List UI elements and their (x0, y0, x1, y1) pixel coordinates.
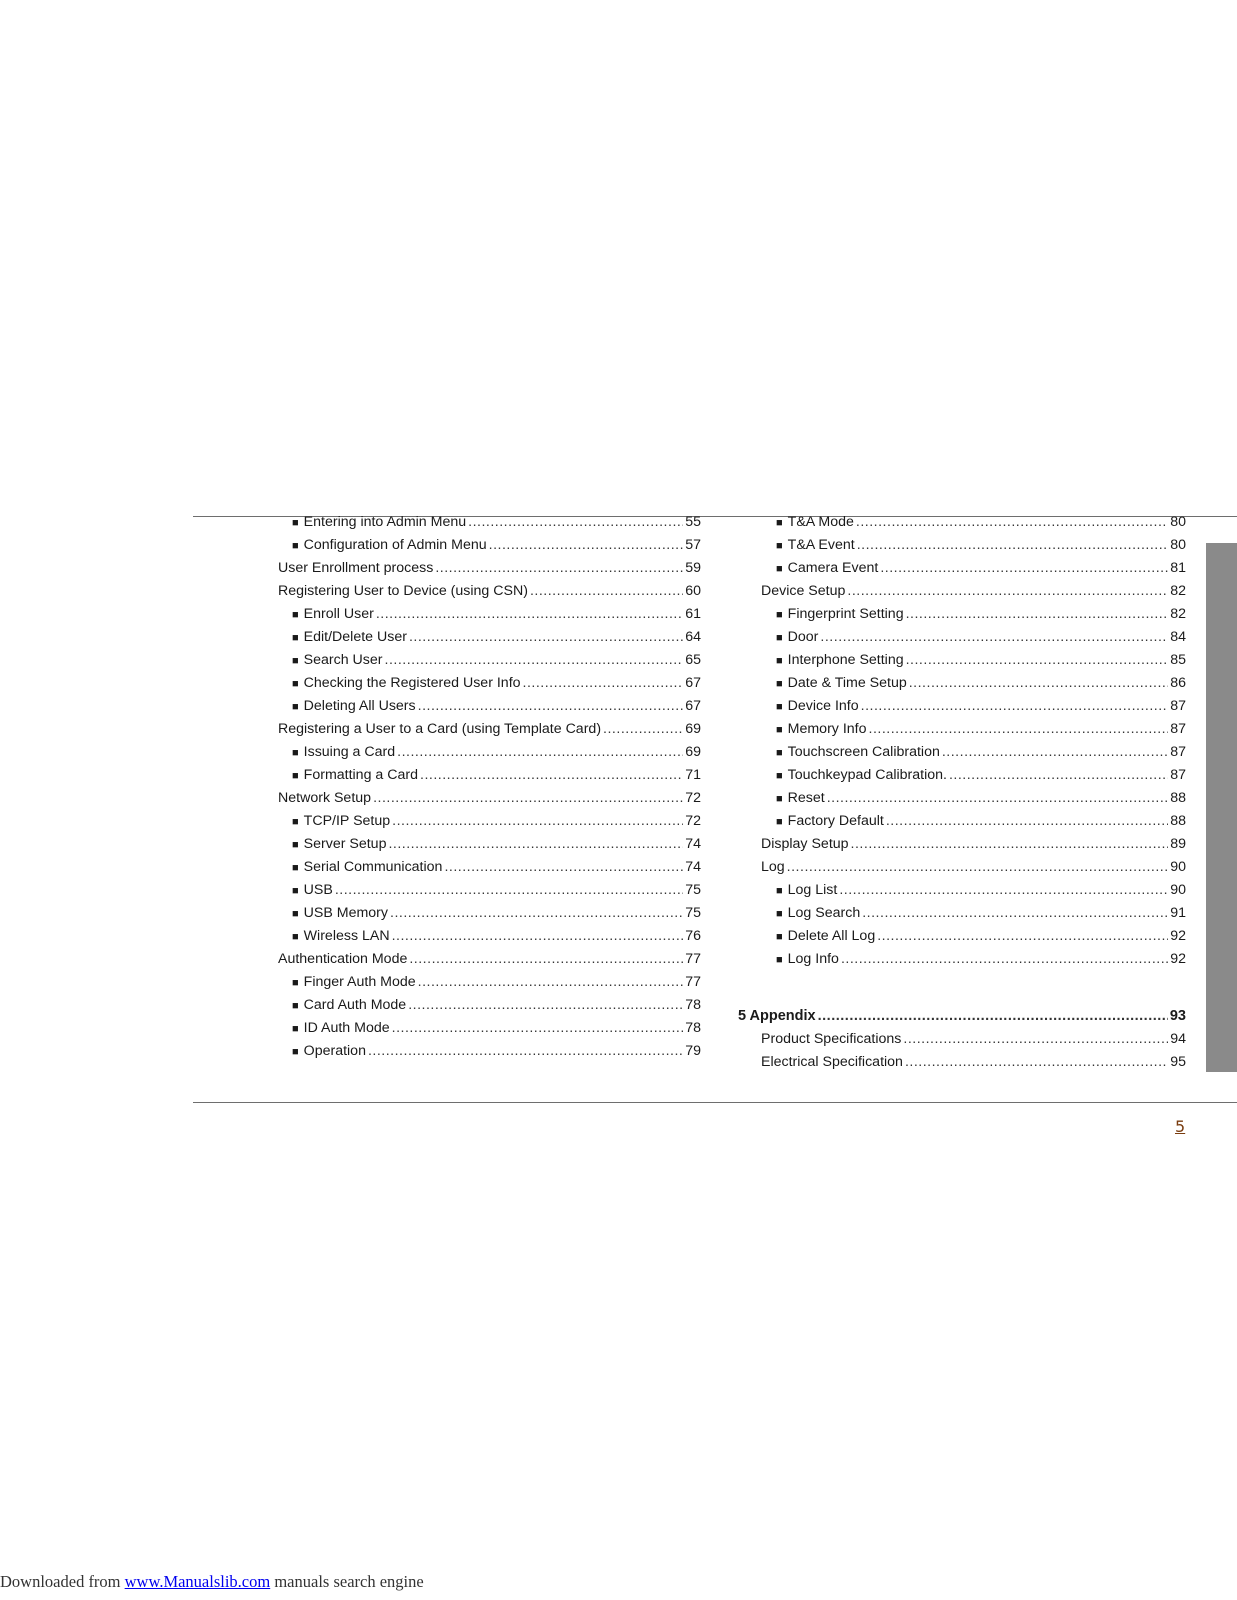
toc-entry-page: 64 (685, 629, 701, 645)
toc-entry-page: 75 (685, 905, 701, 921)
toc-entry[interactable] (278, 767, 701, 790)
bullet-icon: ■ (292, 862, 299, 874)
dot-leader (877, 928, 1168, 944)
bullet-icon: ■ (292, 770, 299, 782)
bullet-icon: ■ (776, 609, 783, 621)
dot-leader (376, 606, 683, 622)
dot-leader (409, 951, 683, 967)
toc-entry-title: Registering User to Device (using CSN) (278, 583, 528, 599)
toc-entry[interactable] (738, 836, 1186, 859)
toc-entry-page: 87 (1170, 767, 1186, 783)
bullet-icon: ■ (292, 977, 299, 989)
dot-leader (420, 767, 683, 783)
toc-entry[interactable] (278, 974, 701, 997)
toc-entry-title: T&A Event (787, 537, 855, 553)
toc-entry[interactable] (278, 744, 701, 767)
toc-entry[interactable] (738, 514, 1186, 537)
bullet-icon: ■ (776, 517, 783, 529)
toc-entry-title: Enroll User (303, 606, 374, 622)
toc-entry[interactable] (278, 951, 701, 974)
dot-leader (385, 652, 684, 668)
toc-entry-page: 94 (1170, 1031, 1186, 1047)
toc-entry-title: Entering into Admin Menu (303, 514, 467, 530)
toc-entry-page: 95 (1170, 1054, 1186, 1070)
dot-leader (906, 652, 1169, 668)
dot-leader (392, 813, 683, 829)
toc-entry-title: Registering a User to a Card (using Template Card) (278, 721, 602, 737)
toc-entry[interactable] (278, 698, 701, 721)
toc-entry[interactable] (278, 721, 701, 744)
toc-entry[interactable] (738, 606, 1186, 629)
dot-leader (408, 997, 683, 1013)
toc-entry-title: TCP/IP Setup (303, 813, 391, 829)
bullet-icon: ■ (292, 701, 299, 713)
toc-entry[interactable] (278, 928, 701, 951)
dot-leader (839, 882, 1168, 898)
dot-leader (905, 1054, 1168, 1070)
toc-entry-title: Log List (787, 882, 838, 898)
toc-entry-page: 72 (685, 813, 701, 829)
toc-entry-title: Log Search (787, 905, 861, 921)
dot-leader (942, 744, 1168, 760)
toc-entry-title: Authentication Mode (278, 951, 408, 967)
dot-leader (468, 514, 683, 530)
dot-leader (418, 974, 684, 990)
toc-entry-title: Log (761, 859, 785, 875)
bullet-icon: ■ (776, 954, 783, 966)
toc-entry-title: Touchkeypad Calibration. (787, 767, 947, 783)
dot-leader (335, 882, 683, 898)
bullet-icon: ■ (776, 747, 783, 759)
toc-entry-title: Finger Auth Mode (303, 974, 416, 990)
toc-entry-page: 85 (1170, 652, 1186, 668)
toc-entry-title: Formatting a Card (303, 767, 418, 783)
toc-entry[interactable] (278, 606, 701, 629)
toc-entry[interactable] (278, 882, 701, 905)
toc-entry-title: Touchscreen Calibration (787, 744, 940, 760)
bullet-icon: ■ (776, 908, 783, 920)
toc-entry-page: 78 (685, 1020, 701, 1036)
toc-entry-page: 80 (1170, 514, 1186, 530)
toc-entry-title: Issuing a Card (303, 744, 396, 760)
toc-entry[interactable] (738, 744, 1186, 767)
toc-entry-page: 93 (1169, 1008, 1186, 1024)
dot-leader (903, 1031, 1168, 1047)
toc-entry-page: 67 (685, 698, 701, 714)
dot-leader (390, 905, 683, 921)
toc-entry-page: 76 (685, 928, 701, 944)
toc-entry-page: 86 (1170, 675, 1186, 691)
bullet-icon: ■ (292, 839, 299, 851)
toc-entry-page: 82 (1170, 583, 1186, 599)
dot-leader (851, 836, 1169, 852)
toc-entry-title: Camera Event (787, 560, 879, 576)
toc-entry-title: Delete All Log (787, 928, 876, 944)
dot-leader (886, 813, 1168, 829)
chapter-side-tab (1206, 543, 1237, 1072)
toc-entry-page: 59 (685, 560, 701, 576)
bullet-icon: ■ (292, 678, 299, 690)
dot-leader (603, 721, 683, 737)
toc-entry[interactable] (738, 905, 1186, 928)
footer-suffix: manuals search engine (270, 1572, 424, 1591)
toc-entry-title: User Enrollment process (278, 560, 434, 576)
dot-leader (388, 836, 683, 852)
dot-leader (418, 698, 684, 714)
toc-entry[interactable] (278, 652, 701, 675)
toc-entry-page: 77 (685, 974, 701, 990)
bullet-icon: ■ (292, 609, 299, 621)
toc-left-column (278, 514, 701, 1066)
toc-entry-title: Server Setup (303, 836, 387, 852)
toc-entry-page: 91 (1170, 905, 1186, 921)
toc-entry-title: Date & Time Setup (787, 675, 907, 691)
toc-entry[interactable] (738, 537, 1186, 560)
toc-entry-page: 69 (685, 721, 701, 737)
toc-entry-title: Interphone Setting (787, 652, 904, 668)
toc-entry-title: Operation (303, 1043, 366, 1059)
bullet-icon: ■ (776, 931, 783, 943)
toc-entry-title: Factory Default (787, 813, 884, 829)
toc-entry-title: Configuration of Admin Menu (303, 537, 487, 553)
dot-leader (906, 606, 1169, 622)
toc-entry[interactable] (278, 560, 701, 583)
bullet-icon: ■ (292, 908, 299, 920)
toc-entry[interactable] (278, 514, 701, 537)
dot-leader (856, 514, 1168, 530)
toc-entry[interactable] (738, 1008, 1186, 1031)
toc-entry-title: Memory Info (787, 721, 867, 737)
toc-entry-page: 78 (685, 997, 701, 1013)
toc-entry-page: 74 (685, 836, 701, 852)
toc-entry-title: Card Auth Mode (303, 997, 407, 1013)
toc-entry[interactable] (738, 928, 1186, 951)
toc-entry-page: 57 (685, 537, 701, 553)
bullet-icon: ■ (776, 816, 783, 828)
toc-entry-page: 79 (685, 1043, 701, 1059)
bullet-icon: ■ (292, 885, 299, 897)
dot-leader (392, 1020, 684, 1036)
dot-leader (392, 928, 684, 944)
dot-leader (827, 790, 1169, 806)
bullet-icon: ■ (776, 563, 783, 575)
dot-leader (489, 537, 684, 553)
toc-entry-title: Search User (303, 652, 383, 668)
bullet-icon: ■ (292, 931, 299, 943)
toc-entry-page: 90 (1170, 859, 1186, 875)
toc-entry[interactable] (738, 629, 1186, 652)
bullet-icon: ■ (776, 793, 783, 805)
toc-entry-page: 74 (685, 859, 701, 875)
toc-entry[interactable] (738, 675, 1186, 698)
toc-entry-page: 60 (685, 583, 701, 599)
toc-entry[interactable] (278, 813, 701, 836)
dot-leader (444, 859, 683, 875)
toc-entry[interactable] (278, 905, 701, 928)
bullet-icon: ■ (292, 816, 299, 828)
dot-leader (857, 537, 1169, 553)
dot-leader (530, 583, 683, 599)
toc-entry[interactable] (738, 790, 1186, 813)
dot-leader (880, 560, 1168, 576)
toc-entry[interactable] (278, 537, 701, 560)
toc-entry-title: ID Auth Mode (303, 1020, 390, 1036)
toc-entry-page: 92 (1170, 951, 1186, 967)
toc-entry-page: 87 (1170, 721, 1186, 737)
bullet-icon: ■ (292, 747, 299, 759)
toc-entry-title: Edit/Delete User (303, 629, 407, 645)
toc-entry[interactable] (278, 836, 701, 859)
toc-entry-title: 5 Appendix (738, 1008, 816, 1024)
toc-entry-page: 87 (1170, 744, 1186, 760)
bullet-icon: ■ (292, 655, 299, 667)
toc-entry-page: 65 (685, 652, 701, 668)
toc-entry[interactable] (278, 629, 701, 652)
dot-leader (869, 721, 1169, 737)
toc-entry[interactable] (738, 698, 1186, 721)
bullet-icon: ■ (776, 632, 783, 644)
toc-entry-page: 61 (685, 606, 701, 622)
bullet-icon: ■ (292, 517, 299, 529)
dot-leader (841, 951, 1168, 967)
download-footer (0, 1572, 424, 1592)
toc-entry[interactable] (738, 859, 1186, 882)
toc-entry-title: Log Info (787, 951, 839, 967)
bullet-icon: ■ (292, 1023, 299, 1035)
bullet-icon: ■ (776, 678, 783, 690)
toc-entry-page: 84 (1170, 629, 1186, 645)
dot-leader (409, 629, 683, 645)
dot-leader (949, 767, 1168, 783)
footer-prefix: Downloaded from (0, 1572, 125, 1591)
bullet-icon: ■ (292, 540, 299, 552)
toc-entry[interactable] (738, 721, 1186, 744)
toc-entry-page: 92 (1170, 928, 1186, 944)
toc-entry-title: Device Info (787, 698, 859, 714)
toc-entry-title: Display Setup (761, 836, 849, 852)
toc-entry[interactable] (738, 560, 1186, 583)
dot-leader (861, 698, 1169, 714)
toc-entry-page: 82 (1170, 606, 1186, 622)
toc-entry-page: 55 (685, 514, 701, 530)
toc-entry[interactable] (278, 583, 701, 606)
bullet-icon: ■ (776, 655, 783, 667)
toc-entry-page: 87 (1170, 698, 1186, 714)
toc-entry-page: 67 (685, 675, 701, 691)
toc-entry-title: Deleting All Users (303, 698, 416, 714)
toc-entry[interactable] (738, 882, 1186, 905)
toc-entry-title: Serial Communication (303, 859, 443, 875)
dot-leader (862, 905, 1168, 921)
toc-entry-title: Checking the Registered User Info (303, 675, 521, 691)
page-number: 5 (1175, 1117, 1186, 1136)
toc-entry-page: 80 (1170, 537, 1186, 553)
toc-entry[interactable] (738, 951, 1186, 974)
toc-entry-title: USB (303, 882, 333, 898)
dot-leader (818, 1008, 1168, 1024)
bullet-icon: ■ (292, 1046, 299, 1058)
bullet-icon: ■ (776, 701, 783, 713)
dot-leader (847, 583, 1168, 599)
toc-entry[interactable] (738, 813, 1186, 836)
toc-entry-page: 81 (1170, 560, 1186, 576)
toc-entry[interactable] (278, 1043, 701, 1066)
dot-leader (820, 629, 1168, 645)
dot-leader (397, 744, 683, 760)
bottom-divider (193, 1102, 1237, 1103)
toc-entry[interactable] (738, 1031, 1186, 1054)
toc-entry-page: 71 (685, 767, 701, 783)
toc-entry-title: Product Specifications (761, 1031, 902, 1047)
toc-entry[interactable] (278, 790, 701, 813)
toc-entry-title: Fingerprint Setting (787, 606, 904, 622)
bullet-icon: ■ (776, 770, 783, 782)
toc-entry[interactable] (278, 675, 701, 698)
toc-entry-title: Device Setup (761, 583, 846, 599)
toc-entry-title: Reset (787, 790, 825, 806)
dot-leader (368, 1043, 683, 1059)
toc-entry-title: Network Setup (278, 790, 372, 806)
dot-leader (523, 675, 684, 691)
dot-leader (435, 560, 683, 576)
toc-entry-page: 88 (1170, 790, 1186, 806)
toc-entry-page: 89 (1170, 836, 1186, 852)
toc-entry-title: Wireless LAN (303, 928, 390, 944)
toc-entry-page: 75 (685, 882, 701, 898)
toc-entry-page: 90 (1170, 882, 1186, 898)
toc-entry[interactable] (278, 997, 701, 1020)
bullet-icon: ■ (776, 885, 783, 897)
toc-entry[interactable] (278, 859, 701, 882)
bullet-icon: ■ (292, 632, 299, 644)
manualslib-link[interactable]: www.Manualslib.com (124, 1572, 271, 1591)
toc-entry-page: 77 (685, 951, 701, 967)
toc-entry-title: Electrical Specification (761, 1054, 903, 1070)
dot-leader (373, 790, 683, 806)
toc-entry[interactable] (738, 767, 1186, 790)
dot-leader (787, 859, 1169, 875)
toc-entry[interactable] (738, 652, 1186, 675)
toc-entry-title: T&A Mode (787, 514, 854, 530)
dot-leader (909, 675, 1168, 691)
toc-entry[interactable] (738, 1054, 1186, 1077)
toc-entry-title: USB Memory (303, 905, 389, 921)
toc-entry-page: 69 (685, 744, 701, 760)
bullet-icon: ■ (776, 724, 783, 736)
toc-right-column (738, 514, 1186, 1077)
toc-entry[interactable] (278, 1020, 701, 1043)
toc-entry-page: 72 (685, 790, 701, 806)
bullet-icon: ■ (776, 540, 783, 552)
toc-entry-page: 88 (1170, 813, 1186, 829)
toc-entry-title: Door (787, 629, 819, 645)
bullet-icon: ■ (292, 1000, 299, 1012)
toc-entry[interactable] (738, 583, 1186, 606)
